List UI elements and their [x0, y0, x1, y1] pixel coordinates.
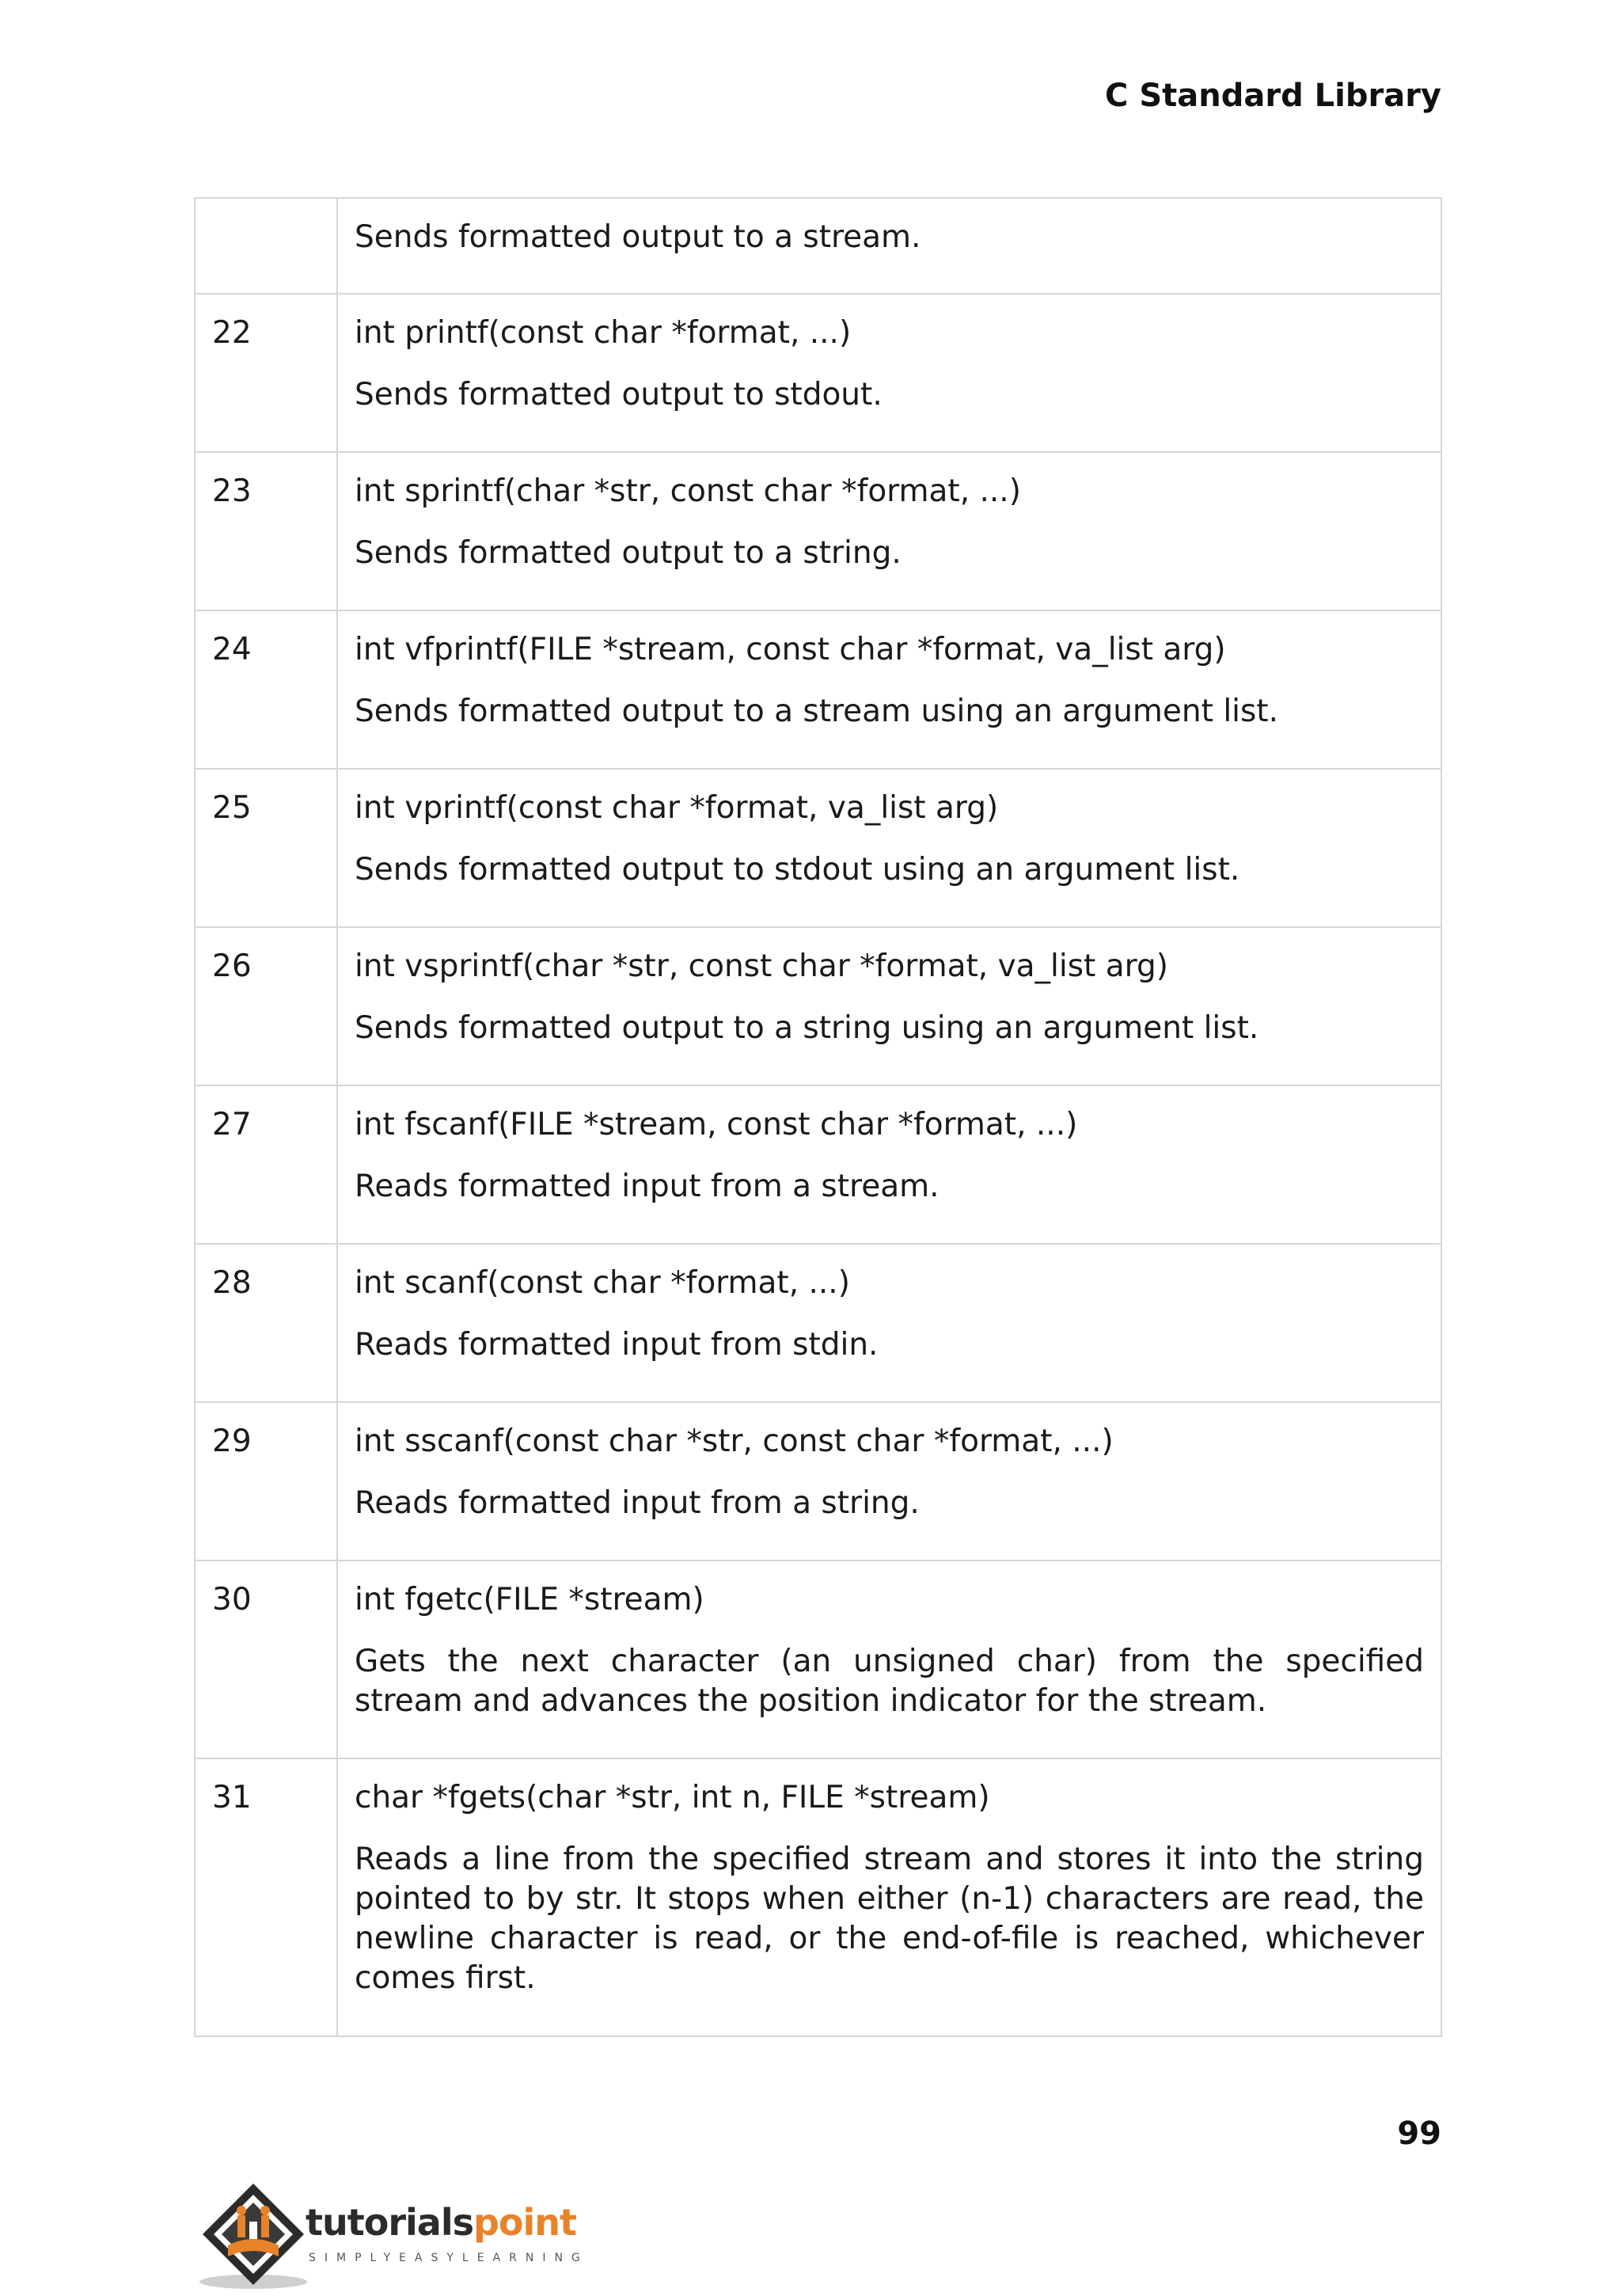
table-row	[195, 1402, 1441, 1560]
row-number: 25	[195, 769, 337, 927]
function-cell	[337, 452, 1441, 610]
function-description: Reads formatted input from a string.	[355, 1485, 920, 1521]
function-signature: int sscanf(const char *str, const char *format, ...)	[355, 1424, 1114, 1459]
function-description: Reads a line from the specified stream and stores it into the string pointed to by str. It stops when either (n-1) characters are read, the newline character is read, or the end-of-file is reached, whichever comes first.	[355, 1842, 1424, 1996]
function-cell	[337, 1758, 1441, 2036]
table-row	[195, 1560, 1441, 1758]
logo-wordmark: tutorialspoint	[306, 2201, 577, 2244]
function-cell	[337, 1560, 1441, 1758]
function-cell	[337, 927, 1441, 1085]
row-number: 23	[195, 452, 337, 610]
function-signature: int vfprintf(FILE *stream, const char *format, va_list arg)	[355, 632, 1226, 667]
function-signature: int vsprintf(char *str, const char *format, va_list arg)	[355, 948, 1168, 984]
function-description: Reads formatted input from a stream.	[355, 1169, 940, 1204]
logo-tagline: SIMPLYEASYLEARNING	[309, 2252, 589, 2264]
function-description: Gets the next character (an unsigned char) from the specified stream and advances the position indicator for the stream.	[355, 1644, 1424, 1719]
function-cell	[337, 198, 1441, 294]
row-number: 31	[195, 1758, 337, 2036]
row-number: 24	[195, 610, 337, 769]
row-number: 28	[195, 1244, 337, 1402]
row-number	[195, 198, 337, 294]
function-cell	[337, 610, 1441, 769]
function-cell	[337, 1244, 1441, 1402]
function-signature: char *fgets(char *str, int n, FILE *stream)	[355, 1780, 990, 1815]
table-row	[195, 198, 1441, 294]
function-signature: int fscanf(FILE *stream, const char *format, ...)	[355, 1107, 1078, 1142]
table-row	[195, 610, 1441, 769]
row-number: 27	[195, 1085, 337, 1244]
table-row	[195, 769, 1441, 927]
table-row	[195, 452, 1441, 610]
function-description: Sends formatted output to a string.	[355, 535, 902, 571]
table-row	[195, 294, 1441, 452]
table-row	[195, 1758, 1441, 2036]
function-cell	[337, 1085, 1441, 1244]
function-signature: int fgetc(FILE *stream)	[355, 1582, 704, 1617]
function-description: Reads formatted input from stdin.	[355, 1327, 879, 1363]
function-signature: int sprintf(char *str, const char *format, ...)	[355, 473, 1021, 509]
function-signature: int vprintf(const char *format, va_list arg)	[355, 790, 999, 826]
row-number: 30	[195, 1560, 337, 1758]
table-row	[195, 1244, 1441, 1402]
table-row	[195, 1085, 1441, 1244]
function-description: Sends formatted output to stdout.	[355, 377, 883, 412]
tutorialspoint-logo	[196, 2177, 589, 2296]
page-number: 99	[1397, 2115, 1441, 2152]
function-description: Sends formatted output to stdout using an argument list.	[355, 852, 1240, 888]
table-row	[195, 927, 1441, 1085]
running-header-title: C Standard Library	[1105, 78, 1441, 114]
function-cell	[337, 1402, 1441, 1560]
function-table	[194, 197, 1442, 2037]
function-description: Sends formatted output to a stream using an argument list.	[355, 694, 1278, 729]
row-number: 29	[195, 1402, 337, 1560]
function-signature: int printf(const char *format, ...)	[355, 315, 852, 351]
function-description: Sends formatted output to a string using an argument list.	[355, 1010, 1259, 1046]
function-cell	[337, 294, 1441, 452]
row-number: 22	[195, 294, 337, 452]
row-number: 26	[195, 927, 337, 1085]
function-signature: int scanf(const char *format, ...)	[355, 1265, 850, 1301]
tutorialspoint-logo-icon	[196, 2177, 315, 2296]
function-cell	[337, 769, 1441, 927]
function-description: Sends formatted output to a stream.	[355, 219, 921, 255]
